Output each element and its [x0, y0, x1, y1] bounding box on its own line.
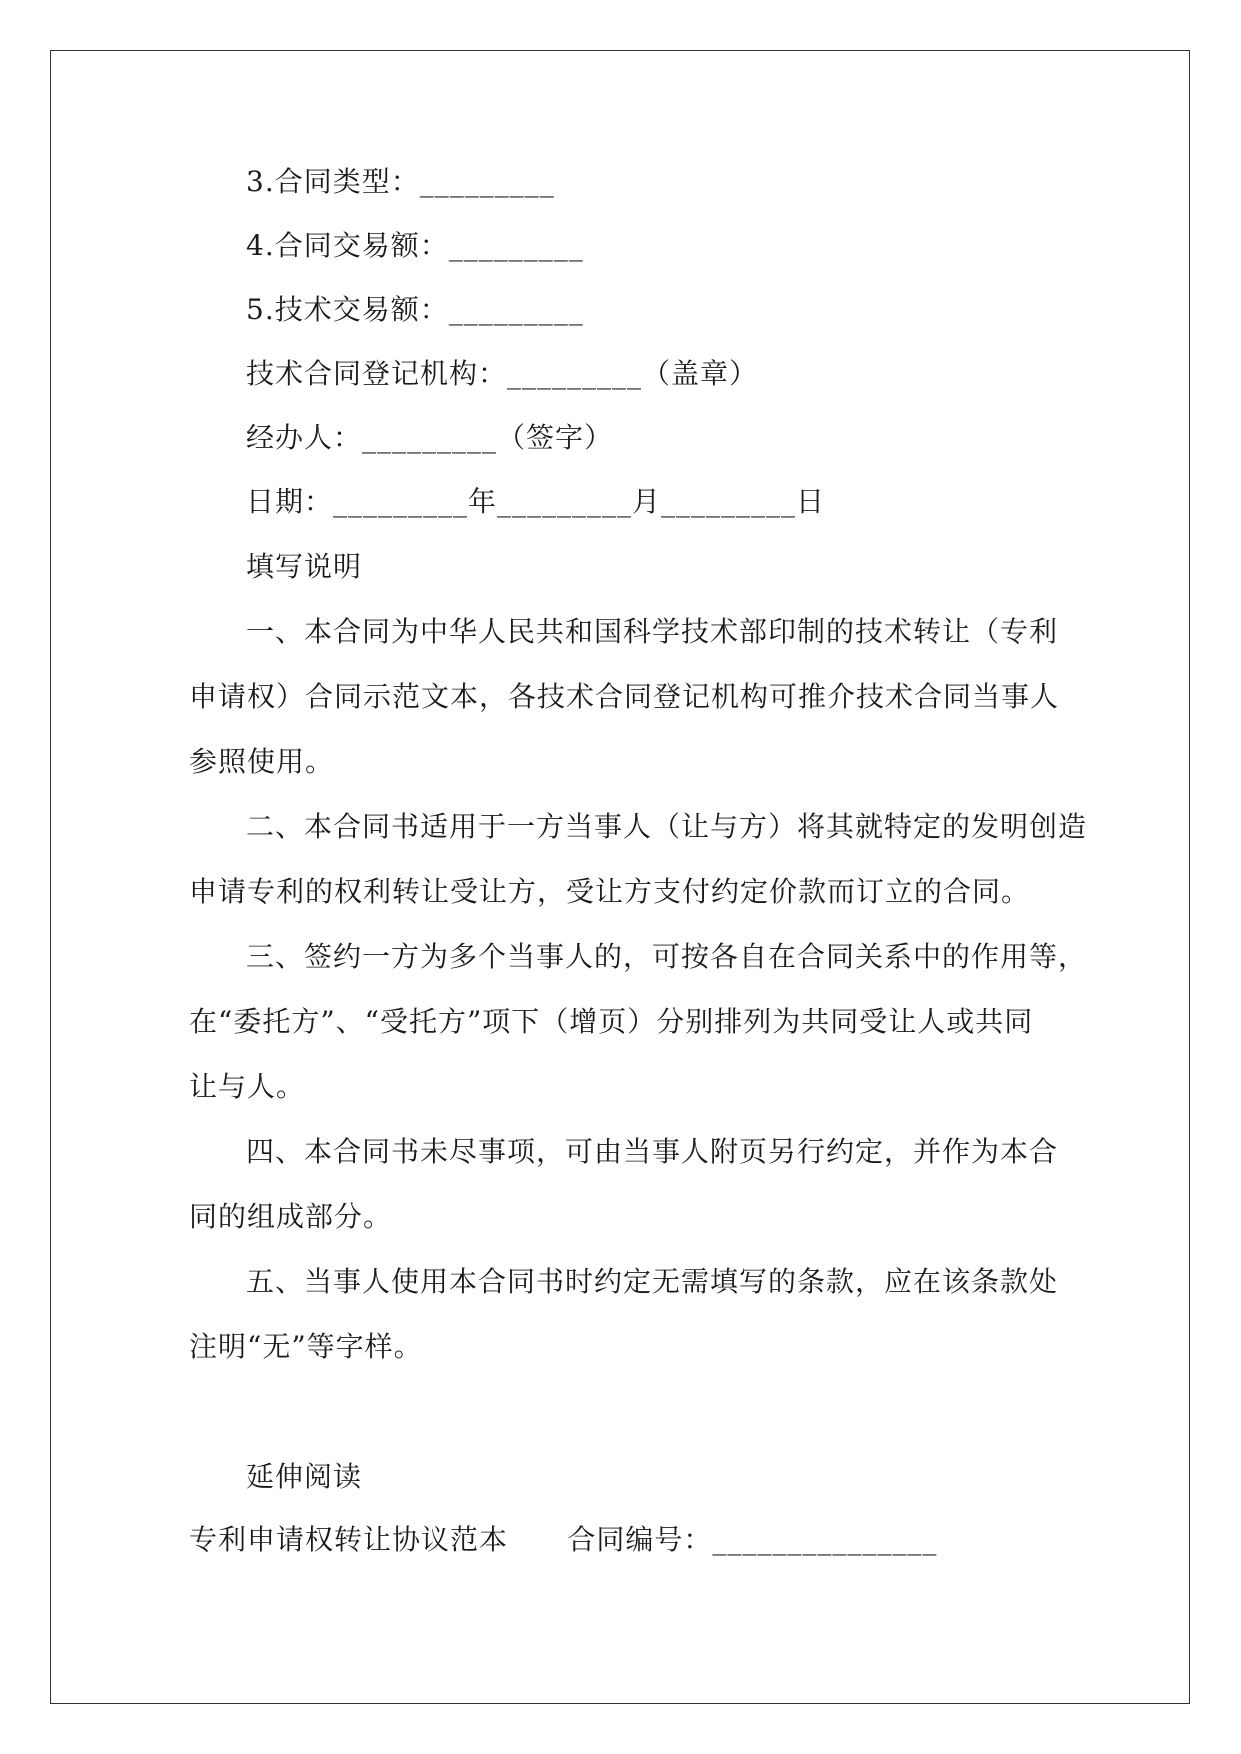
instruction-2-line-2: 申请专利的权利转让受让方，受让方支付约定价款而订立的合同。	[189, 875, 1031, 908]
field-contract-amount: 4.合同交易额：_________	[246, 229, 584, 262]
instruction-4-line-1: 四、本合同书未尽事项，可由当事人附页另行约定，并作为本合	[246, 1135, 1059, 1168]
instruction-5-line-1: 五、当事人使用本合同书时约定无需填写的条款，应在该条款处	[246, 1265, 1059, 1298]
field-date: 日期：_________年_________月_________日	[246, 485, 826, 518]
field-technology-amount: 5.技术交易额：_________	[246, 293, 584, 326]
instruction-1-line-1: 一、本合同为中华人民共和国科学技术部印制的技术转让（专利	[246, 615, 1059, 648]
field-handler: 经办人：_________（签字）	[246, 421, 614, 454]
instruction-3-line-2: 在“委托方”、“受托方”项下（增页）分别排列为共同受让人或共同	[189, 1005, 1034, 1038]
instruction-1-line-3: 参照使用。	[189, 745, 335, 778]
field-registry: 技术合同登记机构：_________（盖章）	[246, 357, 759, 390]
instruction-5-line-2: 注明“无”等字样。	[189, 1330, 423, 1363]
instruction-2-line-1: 二、本合同书适用于一方当事人（让与方）将其就特定的发明创造	[246, 810, 1088, 843]
instruction-3-line-3: 让与人。	[189, 1070, 306, 1103]
extended-title-line: 专利申请权转让协议范本 合同编号：_______________	[189, 1523, 938, 1556]
field-contract-type: 3.合同类型：_________	[246, 165, 555, 198]
extended-reading-heading: 延伸阅读	[246, 1460, 363, 1493]
instruction-1-line-2: 申请权）合同示范文本，各技术合同登记机构可推介技术合同当事人	[189, 680, 1060, 713]
instructions-heading: 填写说明	[246, 550, 363, 583]
instruction-4-line-2: 同的组成部分。	[189, 1200, 393, 1233]
instruction-3-line-1: 三、签约一方为多个当事人的，可按各自在合同关系中的作用等，	[246, 940, 1088, 973]
